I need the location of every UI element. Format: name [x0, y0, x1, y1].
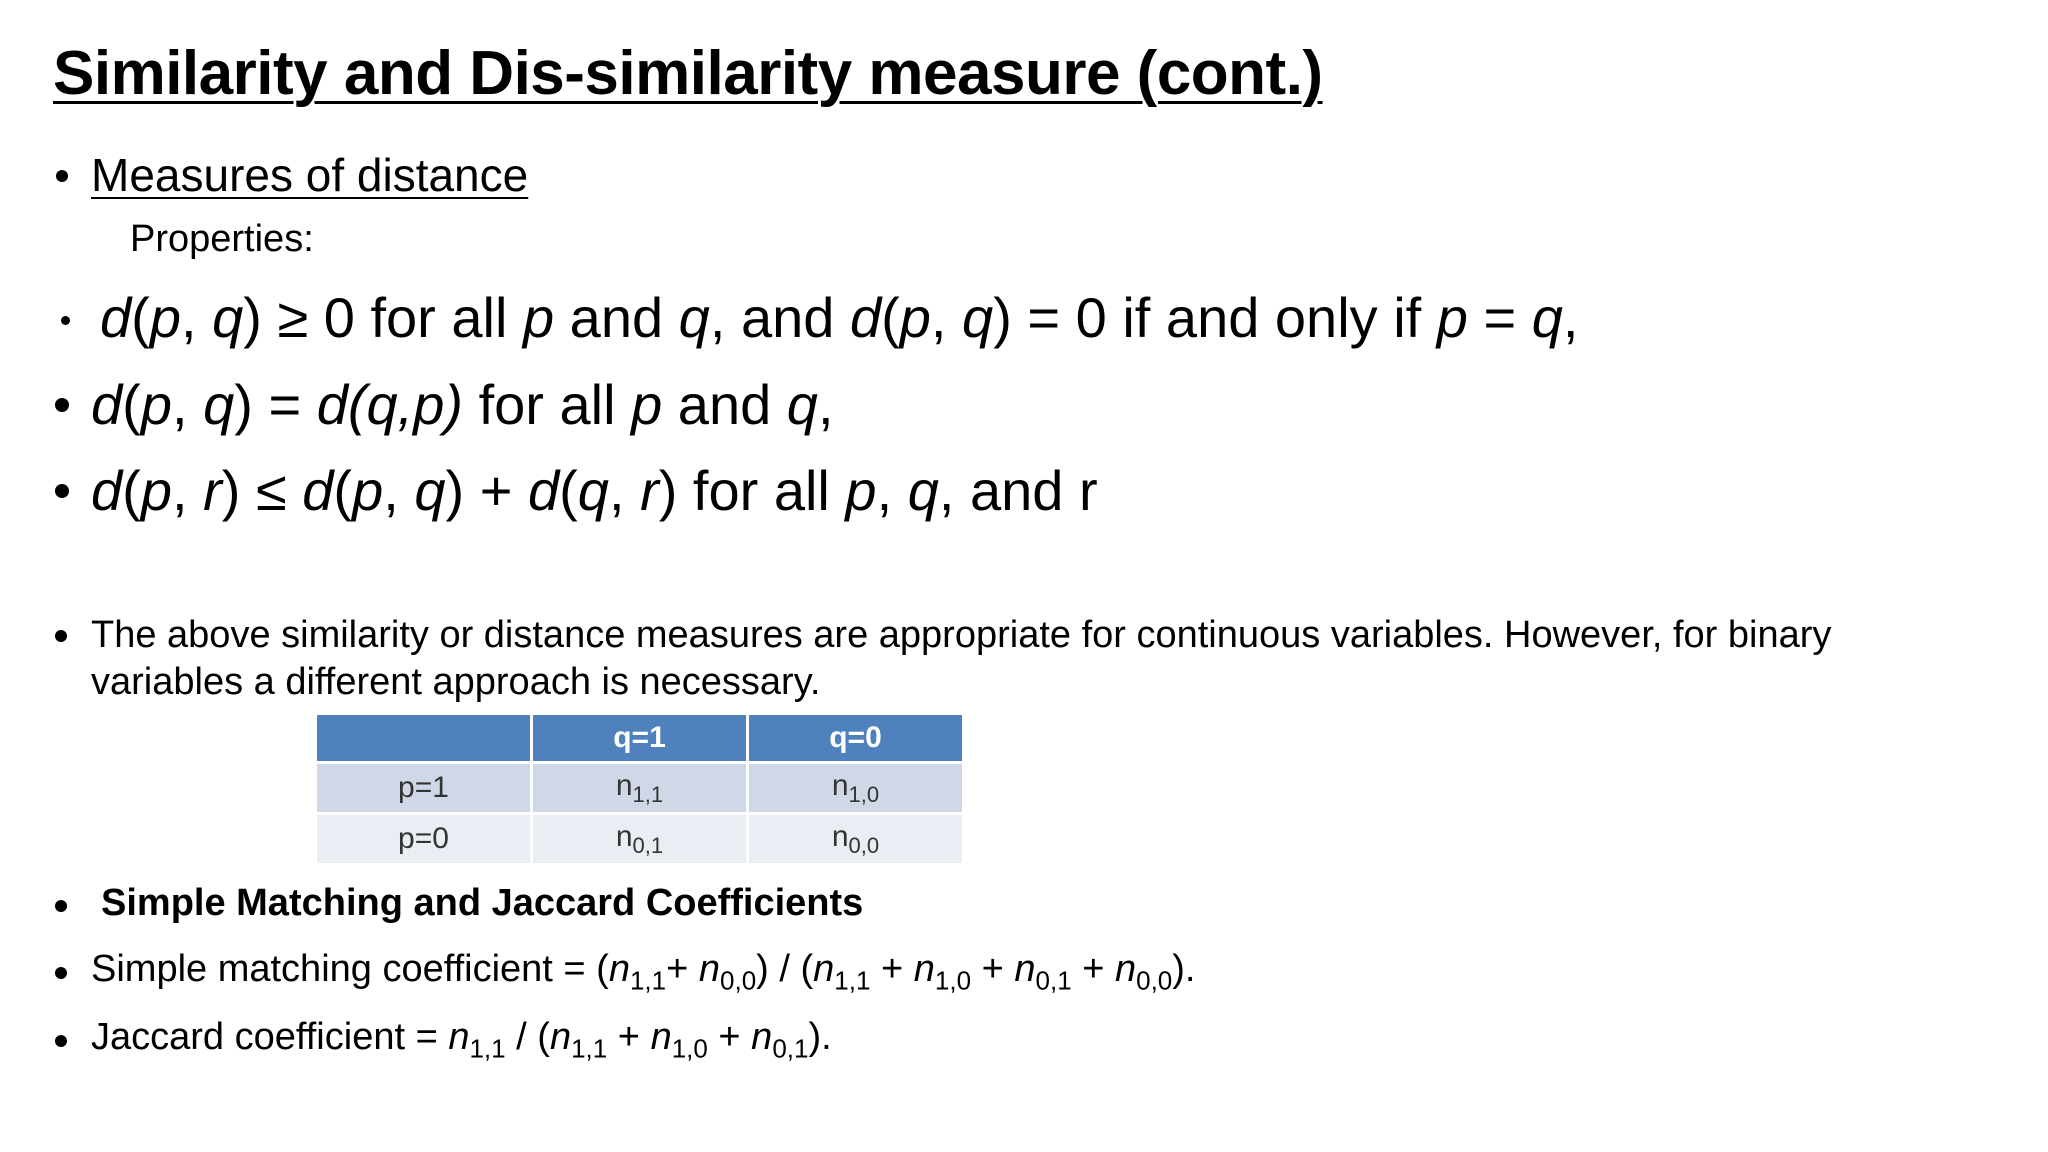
table-cell: $n_{1,1}$ — [532, 763, 748, 814]
row-label: p=0 — [316, 814, 532, 865]
table-header-cell: q=0 — [748, 714, 964, 763]
bullet-icon — [55, 900, 67, 912]
bullet-icon — [56, 170, 68, 182]
jaccard-label: Jaccard coefficient = — [91, 1016, 449, 1058]
table-row — [316, 814, 964, 865]
bullet-icon — [61, 316, 70, 325]
bullet-icon — [55, 630, 67, 642]
bullet-icon — [55, 484, 69, 498]
table-cell: $n_{0,0}$ — [748, 814, 964, 865]
property-3: d(p, r) ≤ d(p, q) + d(q, r) for all p, q, and r — [91, 459, 1098, 522]
jaccard-formula — [91, 1016, 832, 1065]
table-cell: $n_{0,1}$ — [532, 814, 748, 865]
table-header-cell — [316, 714, 532, 763]
bullet-icon — [55, 1035, 67, 1047]
smc-label: Simple matching coefficient = — [91, 948, 597, 990]
property-1: d(p, q) ≥ 0 for all p and q, and d(p, q) = 0 if and only if p = q, — [100, 286, 1579, 349]
binary-note: The above similarity or distance measures are appropriate for continuous variables. However, for binary variables a different approach is necessary. — [91, 614, 1832, 703]
table-header-cell: q=1 — [532, 714, 748, 763]
smc-expression: $(n_{1,1}+ n_{0,0}) / (n_{1,1} + n_{1,0} + n_{0,1} + n_{0,0})$. — [596, 948, 1196, 996]
table-cell: $n_{1,0}$ — [748, 763, 964, 814]
coefficients-heading: Simple Matching and Jaccard Coefficients — [101, 882, 864, 924]
contingency-table — [314, 712, 965, 866]
measures-heading: Measures of distance — [91, 149, 529, 201]
bullet-icon — [55, 967, 67, 979]
jaccard-expression: $n_{1,1} / (n_{1,1} + n_{1,0} + n_{0,1})$. — [448, 1016, 832, 1064]
slide-title: Similarity and Dis-similarity measure (cont.) — [53, 39, 1323, 108]
table-row — [316, 763, 964, 814]
properties-label: Properties: — [130, 218, 314, 260]
smc-formula — [91, 948, 1196, 997]
property-2: d(p, q) = d(q,p) for all p and q, — [91, 373, 834, 436]
row-label: p=1 — [316, 763, 532, 814]
bullet-icon — [55, 398, 69, 412]
